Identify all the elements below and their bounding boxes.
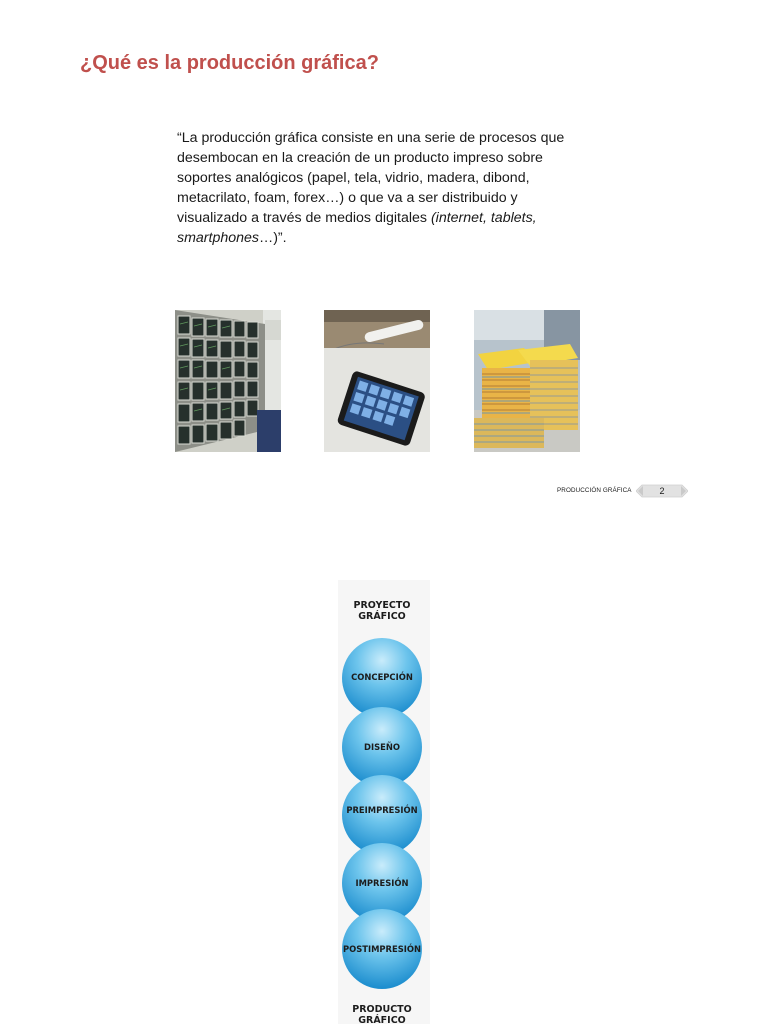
footer-label: PRODUCCIÓN GRÁFICA — [557, 487, 632, 494]
printed-sheets-photo — [175, 310, 281, 452]
definition-quote — [177, 128, 597, 248]
tablet-image — [324, 310, 430, 452]
tablet-photo — [324, 310, 430, 452]
quote-line-6-tail: …)”. — [259, 230, 287, 246]
quote-line-1: “La producción gráfica consiste en una serie de procesos que — [177, 130, 565, 146]
quote-line-4: metacrilato, foam, forex…) o que va a ser distribuido y — [177, 190, 518, 206]
printed-booklets-photo — [474, 310, 580, 452]
page-footer — [540, 484, 690, 498]
bottom-caption-line-2: GRÁFICO — [358, 1015, 406, 1026]
flow-background — [334, 580, 434, 1024]
page-title: ¿Qué es la producción gráfica? — [80, 52, 379, 74]
top-caption-line-1: PROYECTO — [353, 600, 411, 611]
stage-label-impresion: IMPRESIÓN — [355, 878, 409, 888]
quote-line-5-text: visualizado a través de medios digitales — [177, 210, 431, 226]
stage-label-preimpresion: PREIMPRESIÓN — [346, 805, 418, 815]
quote-line-2: desembocan en la creación de un producto impreso sobre — [177, 150, 543, 166]
page-number: 2 — [659, 486, 665, 496]
stage-label-diseno: DISEÑO — [364, 742, 400, 752]
top-caption — [334, 600, 430, 622]
printed-booklets-image — [474, 310, 580, 452]
printed-sheets-image — [175, 310, 281, 452]
quote-line-6 — [177, 228, 597, 248]
quote-line-3: soportes analógicos (papel, tela, vidrio, madera, dibond, — [177, 170, 530, 186]
quote-line-6-italic: smartphones — [177, 230, 260, 246]
production-flow-diagram — [334, 580, 434, 1024]
bottom-caption — [334, 1004, 430, 1026]
bottom-caption-line-1: PRODUCTO — [352, 1004, 412, 1015]
stage-label-postimpresion: POSTIMPRESIÓN — [342, 944, 422, 954]
stage-label-concepcion: CONCEPCIÓN — [351, 672, 413, 682]
quote-line-5 — [177, 208, 597, 228]
quote-line-5-italic: (internet, tablets, — [430, 210, 537, 226]
top-caption-line-2: GRÁFICO — [358, 611, 406, 622]
